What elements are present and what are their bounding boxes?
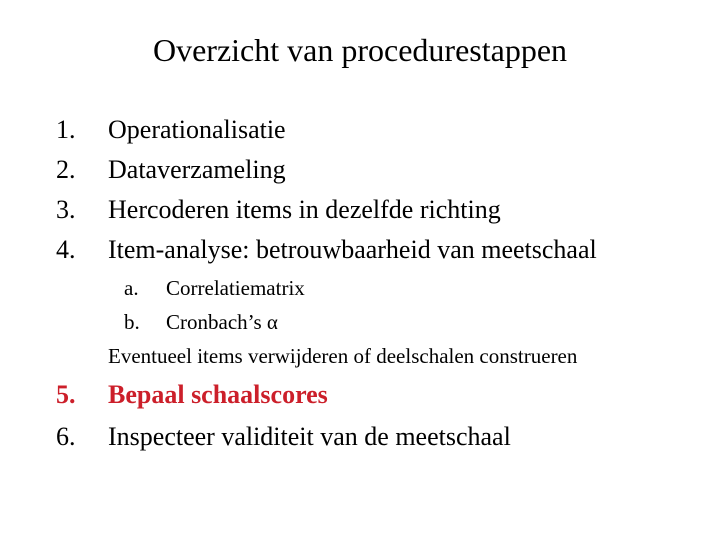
substep-text: Cronbach’s α (166, 310, 278, 334)
substep-letter: b. (124, 310, 140, 334)
step-text: Hercoderen items in dezelfde richting (108, 195, 501, 224)
step-number: 1. (56, 115, 76, 144)
step-number: 4. (56, 235, 76, 264)
list-item-step-6 (56, 420, 511, 454)
step-text: Operationalisatie (108, 115, 286, 144)
list-item-substep-b (124, 308, 278, 336)
step-number: 3. (56, 195, 76, 224)
step-text: Dataverzameling (108, 155, 286, 184)
list-item-step-1 (56, 113, 286, 147)
step-text: Item-analyse: betrouwbaarheid van meetschaal (108, 235, 597, 264)
list-item-step-2 (56, 153, 286, 187)
slide-title: Overzicht van procedurestappen (152, 32, 568, 68)
substep-text: Correlatiematrix (166, 276, 305, 300)
step-text: Bepaal schaalscores (108, 380, 328, 409)
list-item-step-5 (56, 378, 328, 412)
step-number: 2. (56, 155, 76, 184)
step-number: 6. (56, 422, 76, 451)
list-item-step-4 (56, 233, 597, 267)
list-item-step-3 (56, 193, 501, 227)
step-number: 5. (56, 380, 76, 409)
step-text: Inspecteer validiteit van de meetschaal (108, 422, 511, 451)
note-text: Eventueel items verwijderen of deelschalen construeren (108, 344, 578, 368)
substep-letter: a. (124, 276, 139, 300)
list-item-substep-a (124, 274, 305, 302)
